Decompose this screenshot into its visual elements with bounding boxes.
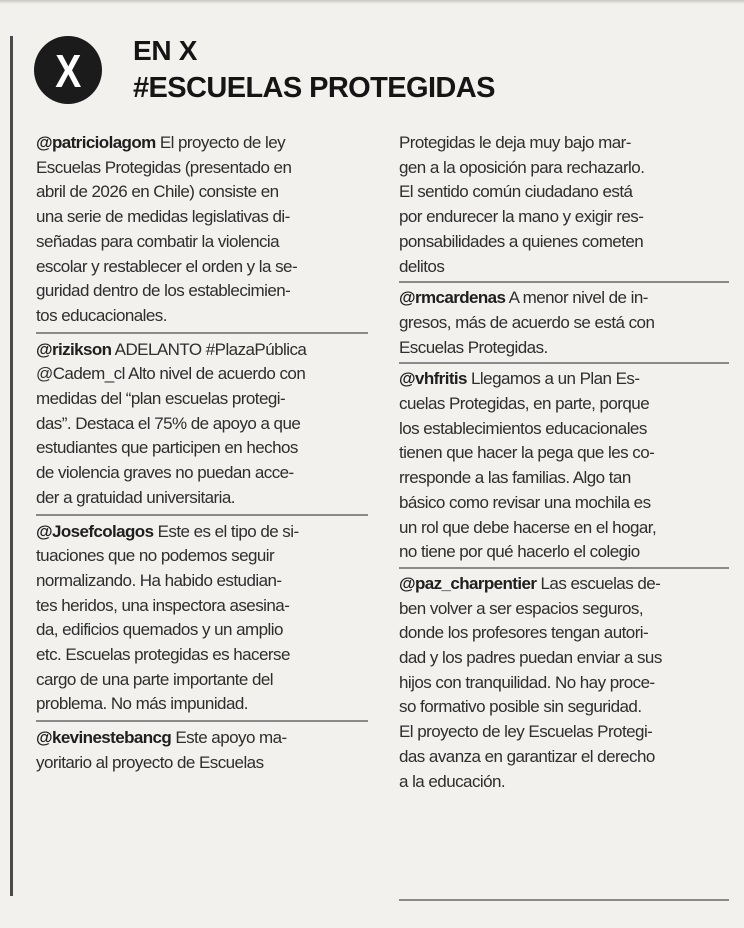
tweet-rmcardenas [399,286,729,360]
tweet-text: de violencia graves no puedan acce- [36,463,294,483]
tweet-handle[interactable]: @vhfritis [399,369,467,389]
tweet-text: hijos con tranquilidad. No hay proce- [399,672,655,692]
tweet-text: Escuelas Protegidas. [399,337,548,357]
tweet-handle[interactable]: @rmcardenas [399,288,506,308]
tweet-text: problema. No más impunidad. [36,694,248,714]
tweet-text: tes heridos, una inspectora asesina- [36,595,290,615]
tweet-text: donde los profesores tengan autori- [399,623,649,643]
bottom-divider [399,899,729,901]
tweet-paz-charpentier [399,572,729,794]
tweet-text: medidas del “plan escuelas protegi- [36,389,286,409]
tweet-text: Protegidas le deja muy bajo mar- [399,133,631,152]
right-column [399,131,729,794]
x-logo-icon [34,36,102,104]
tweet-text: @Cadem_cl Alto nivel de acuerdo con [36,364,306,384]
tweet-divider [36,514,368,516]
tweet-text: estudiantes que participen en hechos [36,438,298,458]
tweet-text: das avanza en garantizar el derecho [399,746,655,766]
tweet-handle[interactable]: @rizikson [36,339,112,359]
tweet-text: rresponde a las familias. Algo tan [399,468,631,488]
tweet-text: da, edificios quemados y un amplio [36,620,283,640]
tweet-text: un rol que debe hacerse en el hogar, [399,517,657,537]
tweet-text: Las escuelas de- [536,573,661,593]
tweet-text: Este apoyo ma- [171,728,287,748]
tweet-text: una serie de medidas legislativas di- [36,207,290,227]
tweet-text: A menor nivel de in- [505,288,648,308]
tweet-text: guridad dentro de los establecimien- [36,281,291,301]
tweet-text: normalizando. Ha habido estudian- [36,570,282,590]
tweet-divider [36,720,368,722]
tweet-text: Escuelas Protegidas (presentado en [36,157,292,177]
tweet-text: cargo de una parte importante del [36,669,274,689]
tweet-divider [36,332,368,334]
tweet-divider [399,281,729,283]
tweet-text: escolar y restablecer el orden y la se- [36,256,298,276]
tweet-patriciolagom [36,131,368,329]
tweet-text: El sentido común ciudadano está [399,182,633,202]
tweet-handle[interactable]: @kevinestebancg [36,728,172,748]
tweet-text: yoritario al proyecto de Escuelas [36,752,264,772]
tweet-josefcolagos [36,520,368,718]
tweet-kevinestebancg [36,726,368,775]
x-logo-letter: X [54,45,82,97]
top-rule [0,0,744,4]
left-accent-bar [10,36,13,896]
tweet-text: abril de 2026 en Chile) consiste en [36,182,279,202]
tweet-text: der a gratuidad universitaria. [36,487,235,507]
tweet-text: tuaciones que no podemos seguir [36,546,275,566]
tweet-text: Este es el tipo de si- [153,521,299,541]
tweet-text: los establecimientos educacionales [399,418,647,438]
tweet-text: ADELANTO #PlazaPública [111,339,307,359]
section-hashtag: #ESCUELAS PROTEGIDAS [133,72,495,104]
tweet-text: dad y los padres puedan enviar a sus [399,648,662,668]
tweet-text: etc. Escuelas protegidas es hacerse [36,645,290,665]
tweet-kevinestebancg-continued [399,131,729,279]
tweet-text: tienen que hacer la pega que les co- [399,443,655,463]
tweet-text: El proyecto de ley [155,133,286,152]
tweet-text: ponsabilidades a quienes cometen [399,231,644,251]
tweet-text: por endurecer la mano y exigir res- [399,207,644,227]
tweet-text: Llegamos a un Plan Es- [466,369,640,389]
tweet-text: señadas para combatir la violencia [36,231,280,251]
tweet-text: a la educación. [399,771,506,791]
tweet-divider [399,362,729,364]
tweet-text: El proyecto de ley Escuelas Protegi- [399,722,653,742]
tweet-text: so formativo posible sin seguridad. [399,697,642,717]
section-title: EN X [133,35,198,66]
tweet-text: gen a la oposición para rechazarlo. [399,157,645,177]
tweet-handle[interactable]: @Josefcolagos [36,521,154,541]
tweet-text: gresos, más de acuerdo se está con [399,312,655,332]
tweet-handle[interactable]: @paz_charpentier [399,573,537,593]
tweet-text: ben volver a ser espacios seguros, [399,598,643,618]
tweet-text: delitos [399,256,445,276]
tweet-rizikson [36,338,368,511]
tweet-handle[interactable]: @patriciolagom [36,133,156,152]
tweet-text: tos educacionales. [36,305,167,325]
left-column [36,131,368,776]
tweet-text: das”. Destaca el 75% de apoyo a que [36,413,301,433]
tweet-text: no tiene por qué hacerlo el colegio [399,542,640,562]
tweet-text: cuelas Protegidas, en parte, porque [399,394,650,414]
tweet-text: básico como revisar una mochila es [399,492,651,512]
tweet-divider [399,567,729,569]
section-header [34,32,714,112]
tweet-vhfritis [399,367,729,565]
